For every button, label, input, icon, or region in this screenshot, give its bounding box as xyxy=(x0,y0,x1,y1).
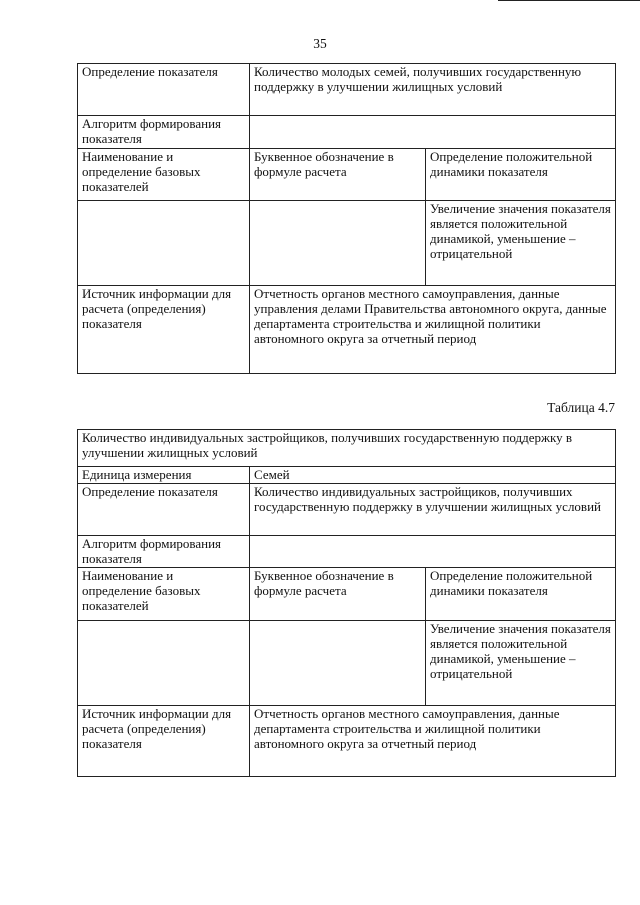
source-label: Источник информации для расчета (определения) показателя xyxy=(78,286,250,374)
table-row xyxy=(78,149,616,201)
table-row xyxy=(78,484,616,536)
definition-value: Количество молодых семей, получивших государственную поддержку в улучшении жилищных условий xyxy=(250,64,616,116)
dynamics-value: Увеличение значения показателя является положительной динамикой, уменьшение – отрицательной xyxy=(426,621,616,706)
table-row xyxy=(78,64,616,116)
source-label: Источник информации для расчета (определения) показателя xyxy=(78,706,250,777)
table-row xyxy=(78,621,616,706)
algorithm-value xyxy=(250,116,616,149)
definition-value: Количество индивидуальных застройщиков, получивших государственную поддержку в улучшении жилищных условий xyxy=(250,484,616,536)
base-indicators-label: Наименование и определение базовых показателей xyxy=(78,568,250,621)
table-row xyxy=(78,430,616,467)
table-row xyxy=(78,467,616,484)
base-indicators-value xyxy=(78,201,250,286)
table-row xyxy=(78,536,616,568)
unit-label: Единица измерения xyxy=(78,467,250,484)
dynamics-label: Определение положительной динамики показателя xyxy=(426,149,616,201)
table-row xyxy=(78,706,616,777)
letter-designation-value xyxy=(250,201,426,286)
source-value: Отчетность органов местного самоуправления, данные департамента строительства и жилищной политики автономного округа за отчетный период xyxy=(250,706,616,777)
definition-label: Определение показателя xyxy=(78,484,250,536)
indicator-table-young-families xyxy=(77,63,616,374)
dynamics-value: Увеличение значения показателя является положительной динамикой, уменьшение – отрицательной xyxy=(426,201,616,286)
table-row xyxy=(78,201,616,286)
letter-designation-label: Буквенное обозначение в формуле расчета xyxy=(250,149,426,201)
dynamics-label: Определение положительной динамики показателя xyxy=(426,568,616,621)
letter-designation-value xyxy=(250,621,426,706)
source-value: Отчетность органов местного самоуправления, данные управления делами Правительства автономного округа, данные департамента строительства и жилищной политики автономного округа за отчетный период xyxy=(250,286,616,374)
algorithm-label: Алгоритм формирования показателя xyxy=(78,536,250,568)
algorithm-value xyxy=(250,536,616,568)
algorithm-label: Алгоритм формирования показателя xyxy=(78,116,250,149)
letter-designation-label: Буквенное обозначение в формуле расчета xyxy=(250,568,426,621)
table-row xyxy=(78,116,616,149)
table-header: Количество индивидуальных застройщиков, получивших государственную поддержку в улучшении жилищных условий xyxy=(78,430,616,467)
indicator-table-individual-builders xyxy=(77,429,616,777)
base-indicators-value xyxy=(78,621,250,706)
unit-value: Семей xyxy=(250,467,616,484)
table-row xyxy=(78,568,616,621)
base-indicators-label: Наименование и определение базовых показателей xyxy=(78,149,250,201)
page-number: 35 xyxy=(313,36,327,51)
definition-label: Определение показателя xyxy=(78,64,250,116)
top-corner-line xyxy=(498,0,640,1)
table-row xyxy=(78,286,616,374)
table-caption: Таблица 4.7 xyxy=(547,400,615,415)
